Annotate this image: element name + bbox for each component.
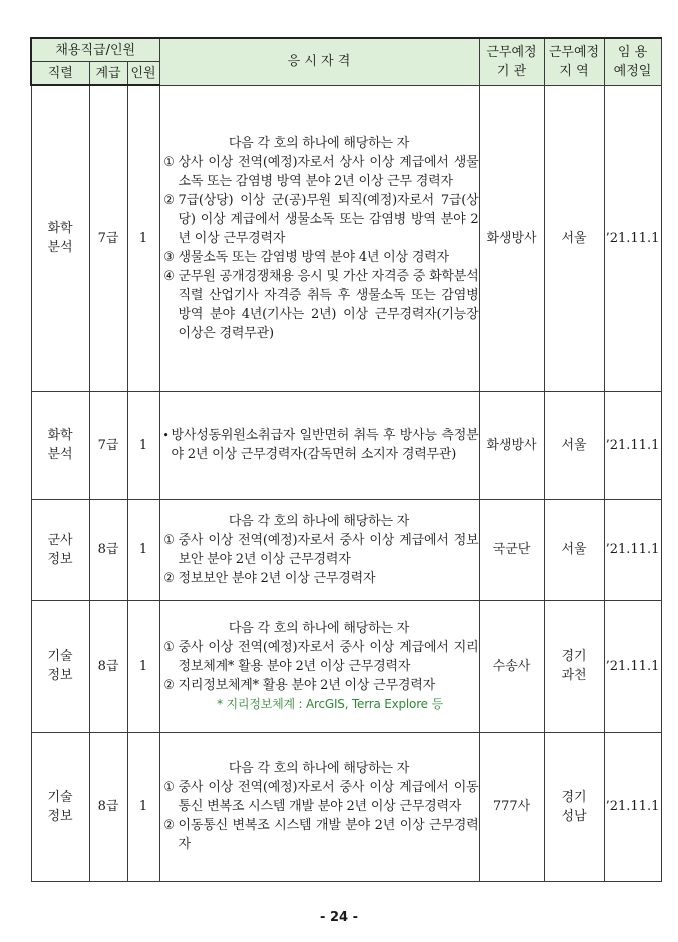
- qualification-cell: [159, 85, 479, 391]
- header-job: 직렬: [31, 62, 89, 86]
- region-cell: 경기 과천: [544, 600, 604, 732]
- date-cell: ’21.11.1: [604, 732, 661, 881]
- qualification-item: ① 중사 이상 전역(예정)자로서 중사 이상 계급에서 지리정보체계* 활용 분야 2년 이상 근무경력자: [163, 639, 479, 674]
- date-cell: ’21.11.1: [604, 85, 661, 391]
- header-date: 임 용 예정일: [604, 38, 661, 85]
- qualification-item: ② 지리정보체계* 활용 분야 2년 이상 근무경력자: [163, 677, 435, 693]
- org-cell: 화생방사: [479, 391, 544, 499]
- count-cell: 1: [127, 600, 159, 732]
- date-cell: ’21.11.1: [604, 499, 661, 600]
- table-row: [31, 85, 661, 391]
- qualification-item: ① 중사 이상 전역(예정)자로서 중사 이상 계급에서 정보보안 분야 2년 이상 근무경력자: [163, 532, 479, 567]
- region-cell: 서울: [544, 499, 604, 600]
- header-org: 근무예정 기 관: [479, 38, 544, 85]
- table-row: [31, 499, 661, 600]
- qualification-cell: [159, 732, 479, 881]
- qualification-intro: 다음 각 호의 하나에 해당하는 자: [228, 761, 410, 776]
- qualification-item: • 방사성동위원소취급자 일반면허 취득 후 방사능 측정분야 2년 이상 근무경력자(감독면허 소지자 경력무관): [160, 426, 479, 464]
- qualification-cell: [159, 391, 479, 499]
- recruitment-table: [30, 37, 662, 882]
- org-cell: 777사: [479, 732, 544, 881]
- header-grade: 계급: [89, 62, 127, 86]
- count-cell: 1: [127, 499, 159, 600]
- qualification-intro: 다음 각 호의 하나에 해당하는 자: [228, 620, 410, 636]
- qualification-item: ④ 군무원 공개경쟁채용 응시 및 가산 자격증 중 화학분석 직렬 산업기사 자격증 취득 후 생물소독 또는 감염병 방역 분야 4년(기사는 2년) 이상 근무경력자(기능장 이상은 경력무관): [163, 268, 479, 341]
- region-cell: 서울: [544, 85, 604, 391]
- grade-cell: 8급: [89, 499, 127, 600]
- grade-cell: 7급: [89, 85, 127, 391]
- date-cell: ’21.11.1: [604, 600, 661, 732]
- qualification-intro: 다음 각 호의 하나에 해당하는 자: [228, 135, 410, 151]
- header-count: 인원: [127, 62, 159, 86]
- table-row: [31, 600, 661, 732]
- qualification-item: ② 이동통신 변복조 시스템 개발 분야 2년 이상 근무경력자: [163, 818, 479, 852]
- grade-cell: 8급: [89, 732, 127, 881]
- header-group: 채용직급/인원: [31, 38, 159, 62]
- region-cell: 서울: [544, 391, 604, 499]
- job-cell: 기술 정보: [31, 600, 89, 732]
- org-cell: 화생방사: [479, 85, 544, 391]
- footnote: * 지리정보체계 : ArcGIS, Terra Explore 등: [217, 696, 443, 711]
- count-cell: 1: [127, 391, 159, 499]
- grade-cell: 8급: [89, 600, 127, 732]
- org-cell: 수송사: [479, 600, 544, 732]
- job-cell: 군사 정보: [31, 499, 89, 600]
- job-cell: 화학 분석: [31, 85, 89, 391]
- header-title: 응 시 자 격: [159, 38, 479, 85]
- header-region: 근무예정 지 역: [544, 38, 604, 85]
- qualification-intro: 다음 각 호의 하나에 해당하는 자: [228, 513, 410, 529]
- count-cell: 1: [127, 732, 159, 881]
- count-cell: 1: [127, 85, 159, 391]
- grade-cell: 7급: [89, 391, 127, 499]
- qualification-cell: [159, 499, 479, 600]
- page-number: - 24 -: [320, 910, 358, 925]
- job-cell: 화학 분석: [31, 391, 89, 499]
- bullet-icon: •: [162, 429, 169, 442]
- org-cell: 국군단: [479, 499, 544, 600]
- job-cell: 기술 정보: [31, 732, 89, 881]
- table-row: [31, 391, 661, 499]
- qualification-item: ③ 생물소독 또는 감염병 방역 분야 4년 이상 경력자: [163, 249, 449, 265]
- region-cell: 경기 성남: [544, 732, 604, 881]
- qualification-item: ② 7급(상당) 이상 군(공)무원 퇴직(예정)자로서 7급(상당) 이상 계급에서 생물소독 또는 감염병 방역 분야 2년 이상 근무경력자: [163, 192, 479, 246]
- date-cell: ’21.11.1: [604, 391, 661, 499]
- qualification-item: ② 정보보안 분야 2년 이상 근무경력자: [163, 570, 376, 586]
- qualification-item: ① 상사 이상 전역(예정)자로서 상사 이상 계급에서 생물소독 또는 감염병 방역 분야 2년 이상 근무 경력자: [163, 154, 479, 189]
- qualification-cell: [159, 600, 479, 732]
- table-row: [31, 732, 661, 881]
- qualification-item: ① 중사 이상 전역(예정)자로서 중사 이상 계급에서 이동통신 변복조 시스템 개발 분야 2년 이상 근무경력자: [163, 780, 479, 814]
